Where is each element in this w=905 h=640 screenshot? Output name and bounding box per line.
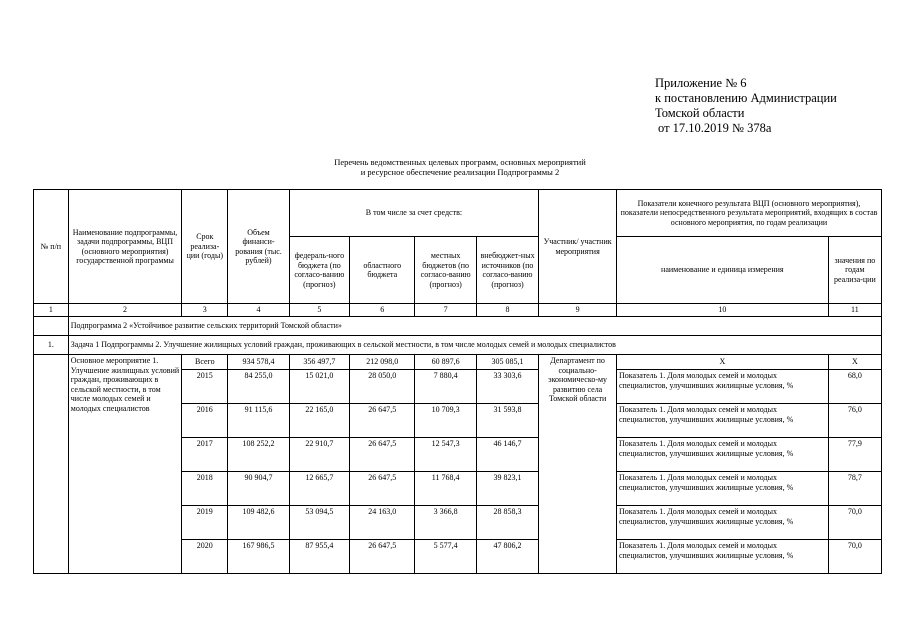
header-participant: Участник/ участник мероприятия bbox=[539, 190, 617, 304]
header-term: Срок реализа-ции (годы) bbox=[182, 190, 228, 304]
row-volume: 167 986,5 bbox=[228, 540, 289, 574]
header-incl: В том числе за счет средств: bbox=[289, 190, 539, 237]
row-local: 10 709,3 bbox=[415, 404, 476, 438]
col-number: 7 bbox=[415, 304, 476, 317]
col-number: 11 bbox=[828, 304, 881, 317]
row-volume: 91 115,6 bbox=[228, 404, 289, 438]
row-local: 5 577,4 bbox=[415, 540, 476, 574]
row-indicator: Показатель 1. Доля молодых семей и молодых специалистов, улучшивших жилищные условия, % bbox=[616, 472, 828, 506]
row-indicator-value: 76,0 bbox=[828, 404, 881, 438]
row-term: 2020 bbox=[182, 540, 228, 574]
row-indicator-value: X bbox=[828, 355, 881, 370]
row-term: 2016 bbox=[182, 404, 228, 438]
row-volume: 90 904,7 bbox=[228, 472, 289, 506]
col-number: 6 bbox=[350, 304, 415, 317]
row-indicator-value: 70,0 bbox=[828, 540, 881, 574]
header-local: местных бюджетов (по согласо-ванию (прогноз) bbox=[415, 237, 476, 304]
appendix-line-3: Томской области bbox=[655, 106, 745, 120]
appendix-block bbox=[655, 76, 837, 136]
appendix-line-2: к постановлению Администрации bbox=[655, 91, 837, 105]
header-federal: федераль-ного бюджета (по согласо-ванию (прогноз) bbox=[289, 237, 349, 304]
row-regional: 26 647,5 bbox=[350, 438, 415, 472]
row-regional: 24 163,0 bbox=[350, 506, 415, 540]
row-term: 2015 bbox=[182, 370, 228, 404]
col-number: 4 bbox=[228, 304, 289, 317]
row-local: 11 768,4 bbox=[415, 472, 476, 506]
row-local: 60 897,6 bbox=[415, 355, 476, 370]
header-ind-value: значения по годам реализа-ции bbox=[828, 237, 881, 304]
col-number: 9 bbox=[539, 304, 617, 317]
row-extra: 31 593,8 bbox=[476, 404, 538, 438]
col-number: 5 bbox=[289, 304, 349, 317]
col-number: 2 bbox=[68, 304, 182, 317]
row-regional: 26 647,5 bbox=[350, 404, 415, 438]
row-volume: 934 578,4 bbox=[228, 355, 289, 370]
appendix-line-1: Приложение № 6 bbox=[655, 76, 747, 90]
row-term: Всего bbox=[182, 355, 228, 370]
row-indicator-value: 77,9 bbox=[828, 438, 881, 472]
row-indicator-value: 78,7 bbox=[828, 472, 881, 506]
row-indicator: X bbox=[616, 355, 828, 370]
header-name: Наименование подпрограммы, задачи подпрограммы, ВЦП (основного мероприятия) государственной программы bbox=[68, 190, 182, 304]
row-term: 2018 bbox=[182, 472, 228, 506]
column-numbers-row bbox=[34, 304, 882, 317]
row-regional: 26 647,5 bbox=[350, 540, 415, 574]
row-local: 12 547,3 bbox=[415, 438, 476, 472]
table-row bbox=[34, 355, 882, 370]
row-regional: 28 050,0 bbox=[350, 370, 415, 404]
col-number: 10 bbox=[616, 304, 828, 317]
row-indicator: Показатель 1. Доля молодых семей и молодых специалистов, улучшивших жилищные условия, % bbox=[616, 404, 828, 438]
row-federal: 356 497,7 bbox=[289, 355, 349, 370]
document-title bbox=[200, 157, 720, 177]
row-extra: 47 806,2 bbox=[476, 540, 538, 574]
header-indicators: Показатели конечного результата ВЦП (основного мероприятия), показатели непосредственного результата мероприятий, входящих в состав основного мероприятия, по годам реализации bbox=[616, 190, 881, 237]
row-regional: 26 647,5 bbox=[350, 472, 415, 506]
row-volume: 109 482,6 bbox=[228, 506, 289, 540]
row-extra: 33 303,6 bbox=[476, 370, 538, 404]
task-title: Задача 1 Подпрограммы 2. Улучшение жилищных условий граждан, проживающих в сельской местности, в том числе молодых семей и молодых специалистов bbox=[68, 336, 881, 355]
row-federal: 15 021,0 bbox=[289, 370, 349, 404]
header-num: № п/п bbox=[34, 190, 69, 304]
row-local: 7 880,4 bbox=[415, 370, 476, 404]
row-indicator: Показатель 1. Доля молодых семей и молодых специалистов, улучшивших жилищные условия, % bbox=[616, 438, 828, 472]
row-federal: 53 094,5 bbox=[289, 506, 349, 540]
activity-participant: Департамент по социально-экономическо-му развитию села Томской области bbox=[539, 355, 617, 574]
row-volume: 84 255,0 bbox=[228, 370, 289, 404]
subprogram-title: Подпрограмма 2 «Устойчивое развитие сельских территорий Томской области» bbox=[68, 317, 881, 336]
col-number: 1 bbox=[34, 304, 69, 317]
row-federal: 12 665,7 bbox=[289, 472, 349, 506]
header-extra: внебюджет-ных источников (по согласо-ванию (прогноз) bbox=[476, 237, 538, 304]
col-number: 8 bbox=[476, 304, 538, 317]
col-number: 3 bbox=[182, 304, 228, 317]
program-table bbox=[33, 189, 882, 574]
row-indicator: Показатель 1. Доля молодых семей и молодых специалистов, улучшивших жилищные условия, % bbox=[616, 506, 828, 540]
row-term: 2017 bbox=[182, 438, 228, 472]
activity-name: Основное мероприятие 1. Улучшение жилищных условий граждан, проживающих в сельской местности, в том числе молодых семей и молодых специалистов bbox=[68, 355, 182, 574]
header-ind-name: наименование и единица измерения bbox=[616, 237, 828, 304]
row-local: 3 366,8 bbox=[415, 506, 476, 540]
header-volume: Объем финанси-рования (тыс. рублей) bbox=[228, 190, 289, 304]
appendix-line-4: от 17.10.2019 № 378а bbox=[658, 121, 772, 135]
row-federal: 87 955,4 bbox=[289, 540, 349, 574]
row-indicator-value: 68,0 bbox=[828, 370, 881, 404]
row-regional: 212 098,0 bbox=[350, 355, 415, 370]
row-indicator: Показатель 1. Доля молодых семей и молодых специалистов, улучшивших жилищные условия, % bbox=[616, 370, 828, 404]
header-regional: областного бюджета bbox=[350, 237, 415, 304]
row-volume: 108 252,2 bbox=[228, 438, 289, 472]
row-extra: 28 858,3 bbox=[476, 506, 538, 540]
row-federal: 22 910,7 bbox=[289, 438, 349, 472]
row-extra: 39 823,1 bbox=[476, 472, 538, 506]
task-number: 1. bbox=[34, 336, 69, 355]
row-indicator: Показатель 1. Доля молодых семей и молодых специалистов, улучшивших жилищные условия, % bbox=[616, 540, 828, 574]
title-line-1: Перечень ведомственных целевых программ, основных мероприятий bbox=[334, 157, 586, 167]
row-extra: 305 085,1 bbox=[476, 355, 538, 370]
title-line-2: и ресурсное обеспечение реализации Подпрограммы 2 bbox=[360, 167, 560, 177]
row-term: 2019 bbox=[182, 506, 228, 540]
row-extra: 46 146,7 bbox=[476, 438, 538, 472]
row-indicator-value: 70,0 bbox=[828, 506, 881, 540]
row-federal: 22 165,0 bbox=[289, 404, 349, 438]
